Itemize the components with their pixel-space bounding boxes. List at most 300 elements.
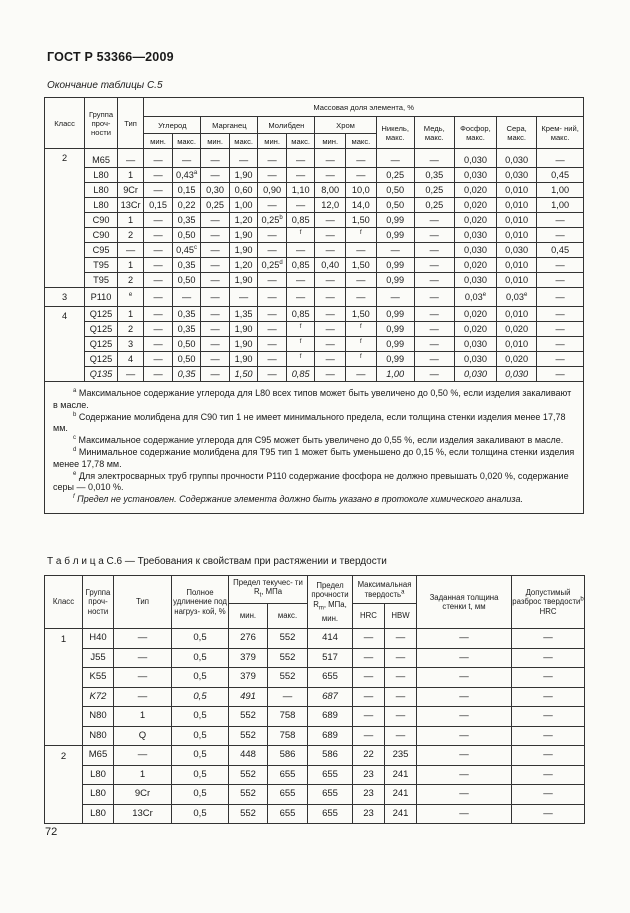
cell-cu: — (414, 273, 454, 288)
cell-mo-min: 0,90 (258, 183, 287, 198)
cell-c-max: 0,35 (172, 307, 201, 322)
cell-cr-max: — (346, 288, 377, 307)
cell-cr-min: — (315, 149, 346, 168)
cell-ni: 1,00 (376, 367, 414, 382)
cell-class: 2 (45, 746, 83, 824)
cell-cr-max: f (346, 228, 377, 243)
cell-c-min: — (144, 149, 173, 168)
cell-typ: — (117, 367, 143, 382)
table-row (45, 273, 584, 288)
cell-ts: 687 (308, 687, 353, 707)
cell-p: 0,020 (454, 213, 496, 228)
cell-spread: — (512, 668, 585, 688)
cell-mn-min: — (201, 288, 230, 307)
cell-mo-min: — (258, 198, 287, 213)
table-row (45, 629, 585, 649)
cell-typ: 1 (117, 258, 143, 273)
cell-mo-max: — (286, 288, 315, 307)
cell-c-min: — (144, 258, 173, 273)
cell-ymin: 552 (229, 765, 268, 785)
cell-mo-min: 0,25$^d$ (258, 258, 287, 273)
cell-typ: 1 (117, 213, 143, 228)
cell-s: 0,010 (497, 337, 537, 352)
cell-p: 0,020 (454, 322, 496, 337)
cell-mn-max: — (229, 149, 258, 168)
cell-hbw: — (385, 668, 417, 688)
cell-el: 0,5 (172, 804, 229, 824)
col-spread: Допустимый разброс твердости$^b$ HRC (512, 576, 585, 629)
cell-class: 4 (45, 307, 85, 382)
cell-typ: — (114, 746, 172, 766)
cell-typ: 1 (114, 707, 172, 727)
cell-c-min: — (144, 168, 173, 183)
cell-ni: 0,99 (376, 337, 414, 352)
cell-mn-max: 1,00 (229, 198, 258, 213)
cell-cu: 0,25 (414, 198, 454, 213)
cell-mn-max: 1,50 (229, 367, 258, 382)
table-c6 (44, 575, 585, 824)
cell-cu: — (414, 149, 454, 168)
cell-cr-max: — (346, 168, 377, 183)
cell-c-min: — (144, 337, 173, 352)
table-row (45, 687, 585, 707)
cell-mn-max: 1,90 (229, 352, 258, 367)
cell-cr-max: f (346, 322, 377, 337)
cell-grp: M65 (85, 149, 118, 168)
cell-class: 1 (45, 629, 83, 746)
cell-mn-min: — (201, 149, 230, 168)
cell-p: 0,030 (454, 243, 496, 258)
cell-typ: — (117, 149, 143, 168)
cell-si: 1,00 (537, 183, 584, 198)
cell-c-max: 0,15 (172, 183, 201, 198)
col-elongation: Полное удлинение под нагруз- кой, % (172, 576, 229, 629)
cell-p: 0,020 (454, 307, 496, 322)
col-tensile: Предел прочности $R_m$, МПа, мин. (308, 576, 353, 629)
footnote: $^b$ Содержание молибдена для С90 тип 1 не имеет минимального предела, если толщина стенки изделия менее 17,78 мм. (53, 411, 566, 434)
col-max: макс. (286, 134, 315, 149)
cell-ymax: 586 (268, 746, 308, 766)
document-code: ГОСТ Р 53366—2009 (47, 50, 174, 64)
cell-typ: 1 (114, 765, 172, 785)
cell-mo-max: 1,10 (286, 183, 315, 198)
cell-cr-min: — (315, 213, 346, 228)
cell-ni: 0,99 (376, 228, 414, 243)
cell-wall: — (417, 707, 512, 727)
cell-p: 0,020 (454, 183, 496, 198)
cell-typ: — (114, 648, 172, 668)
cell-mn-min: — (201, 322, 230, 337)
cell-spread: — (512, 726, 585, 746)
cell-ni: 0,99 (376, 273, 414, 288)
table-row (45, 352, 584, 367)
cell-ts: 689 (308, 707, 353, 727)
cell-cu: 0,35 (414, 168, 454, 183)
cell-s: 0,030 (497, 243, 537, 258)
table-row (45, 258, 584, 273)
cell-cr-max: 10,0 (346, 183, 377, 198)
cell-mo-max: 0,85 (286, 213, 315, 228)
cell-mo-min: — (258, 367, 287, 382)
cell-typ: 1 (117, 307, 143, 322)
cell-cr-max: 1,50 (346, 307, 377, 322)
cell-ymin: 552 (229, 785, 268, 805)
cell-p: 0,020 (454, 198, 496, 213)
cell-mn-max: — (229, 288, 258, 307)
cell-p: 0,030 (454, 352, 496, 367)
cell-ymax: 552 (268, 648, 308, 668)
cell-wall: — (417, 726, 512, 746)
cell-hbw: 241 (385, 785, 417, 805)
footnote: $^d$ Минимальное содержание молибдена для Т95 тип 1 может быть уменьшено до 0,15 %, если толщина стенки изделия менее 17,78 мм. (53, 446, 575, 469)
table-c5 (44, 97, 584, 514)
cell-ts: 586 (308, 746, 353, 766)
cell-si: — (537, 258, 584, 273)
col-copper: Медь, макс. (414, 117, 454, 149)
cell-cr-min: — (315, 352, 346, 367)
cell-mn-min: — (201, 367, 230, 382)
cell-c-max: 0,35 (172, 322, 201, 337)
cell-si: — (537, 288, 584, 307)
cell-c-max: 0,50 (172, 228, 201, 243)
cell-ni: — (376, 149, 414, 168)
cell-wall: — (417, 648, 512, 668)
cell-ymax: 655 (268, 804, 308, 824)
cell-ymin: 491 (229, 687, 268, 707)
col-min: мин. (229, 604, 268, 629)
cell-s: 0,010 (497, 198, 537, 213)
cell-ts: 655 (308, 765, 353, 785)
cell-ts: 689 (308, 726, 353, 746)
cell-c-max: 0,50 (172, 273, 201, 288)
col-type: Тип (114, 576, 172, 629)
cell-cu: — (414, 258, 454, 273)
table-row (45, 243, 584, 258)
cell-class: 3 (45, 288, 85, 307)
col-group: Группа проч- ности (85, 98, 118, 149)
cell-mn-max: 1,90 (229, 273, 258, 288)
cell-grp: T95 (85, 273, 118, 288)
cell-el: 0,5 (172, 687, 229, 707)
table-row (45, 726, 585, 746)
cell-ts: 655 (308, 785, 353, 805)
cell-grp: P110 (85, 288, 118, 307)
cell-ni: 0,99 (376, 322, 414, 337)
cell-mn-max: 1,90 (229, 168, 258, 183)
cell-mn-min: — (201, 337, 230, 352)
cell-grp: Q125 (85, 322, 118, 337)
col-hrc: HRC (353, 604, 385, 629)
col-nickel: Никель, макс. (376, 117, 414, 149)
cell-hbw: — (385, 687, 417, 707)
cell-mo-max: — (286, 243, 315, 258)
cell-si: 0,45 (537, 168, 584, 183)
table-row (45, 149, 584, 168)
cell-typ: 2 (117, 273, 143, 288)
footnote: $^c$ Максимальное содержание углерода для С95 может быть увеличено до 0,55 %, если изделия закаливают в масле. (73, 435, 564, 446)
cell-ymin: 379 (229, 648, 268, 668)
cell-si: — (537, 273, 584, 288)
cell-mo-min: — (258, 352, 287, 367)
cell-si: 1,00 (537, 198, 584, 213)
cell-c-min: — (144, 228, 173, 243)
cell-typ: — (114, 687, 172, 707)
cell-spread: — (512, 785, 585, 805)
cell-ymin: 448 (229, 746, 268, 766)
cell-spread: — (512, 648, 585, 668)
cell-spread: — (512, 629, 585, 649)
cell-ni: 0,99 (376, 352, 414, 367)
col-yield: Предел текучес- ти $R_t$, МПа (229, 576, 308, 604)
cell-mn-min: 0,25 (201, 198, 230, 213)
col-max: макс. (268, 604, 308, 629)
cell-hrc: 23 (353, 765, 385, 785)
cell-mn-min: — (201, 258, 230, 273)
table-row (45, 804, 585, 824)
cell-grp: N80 (83, 726, 114, 746)
cell-cu: — (414, 337, 454, 352)
cell-mo-max: 0,85 (286, 367, 315, 382)
cell-mo-max: — (286, 149, 315, 168)
cell-mo-max: 0,85 (286, 258, 315, 273)
col-class: Класс (45, 98, 85, 149)
footnote: $^f$ Предел не установлен. Содержание элемента должно быть указано в протоколе химического анализа. (73, 494, 524, 505)
cell-mo-max: — (286, 273, 315, 288)
cell-ts: 414 (308, 629, 353, 649)
cell-ts: 655 (308, 668, 353, 688)
cell-c-max: 0,22 (172, 198, 201, 213)
col-max: макс. (346, 134, 377, 149)
cell-c-min: — (144, 352, 173, 367)
table-row (45, 183, 584, 198)
cell-ni: — (376, 288, 414, 307)
cell-mn-min: — (201, 228, 230, 243)
cell-hrc: 23 (353, 804, 385, 824)
cell-wall: — (417, 629, 512, 649)
page-number: 72 (45, 826, 58, 838)
cell-cr-min: — (315, 307, 346, 322)
cell-typ: — (114, 629, 172, 649)
table-row (45, 785, 585, 805)
cell-cr-min: — (315, 168, 346, 183)
cell-ni: 0,50 (376, 183, 414, 198)
cell-p: 0,020 (454, 258, 496, 273)
col-max: макс. (172, 134, 201, 149)
cell-p: 0,030 (454, 273, 496, 288)
cell-mn-max: 1,35 (229, 307, 258, 322)
cell-s: 0,010 (497, 213, 537, 228)
cell-typ: 13Cr (117, 198, 143, 213)
table-c5-notes (45, 382, 584, 514)
cell-mn-min: — (201, 273, 230, 288)
col-phosphorus: Фосфор, макс. (454, 117, 496, 149)
cell-wall: — (417, 668, 512, 688)
cell-hbw: — (385, 648, 417, 668)
col-type: Тип (117, 98, 143, 149)
cell-ymin: 379 (229, 668, 268, 688)
cell-cu: — (414, 213, 454, 228)
cell-cr-max: 1,50 (346, 258, 377, 273)
cell-s: 0,010 (497, 258, 537, 273)
cell-c-min: 0,15 (144, 198, 173, 213)
col-hardness: Максимальная твердость$^a$ (353, 576, 417, 604)
cell-mo-max: f (286, 228, 315, 243)
cell-mn-max: 1,20 (229, 258, 258, 273)
cell-s: 0,010 (497, 307, 537, 322)
cell-hrc: — (353, 668, 385, 688)
cell-mo-max: f (286, 352, 315, 367)
cell-c-max: 0,35 (172, 213, 201, 228)
cell-ymax: 655 (268, 785, 308, 805)
cell-mn-min: 0,30 (201, 183, 230, 198)
cell-p: 0,030 (454, 168, 496, 183)
cell-s: 0,030 (497, 168, 537, 183)
cell-wall: — (417, 765, 512, 785)
cell-c-min: — (144, 322, 173, 337)
cell-mo-max: — (286, 198, 315, 213)
cell-grp: K72 (83, 687, 114, 707)
cell-cu: — (414, 228, 454, 243)
cell-s: 0,030 (497, 149, 537, 168)
cell-s: 0,030 (497, 367, 537, 382)
cell-mo-min: — (258, 273, 287, 288)
table-row (45, 337, 584, 352)
cell-cu: — (414, 243, 454, 258)
cell-p: 0,030 (454, 149, 496, 168)
cell-si: — (537, 337, 584, 352)
cell-wall: — (417, 804, 512, 824)
col-molybdenum: Молибден (258, 117, 315, 134)
cell-c-max: — (172, 149, 201, 168)
cell-ymax: 758 (268, 707, 308, 727)
cell-mn-max: 1,20 (229, 213, 258, 228)
cell-cr-max: — (346, 367, 377, 382)
cell-mn-min: — (201, 352, 230, 367)
cell-s: 0,03e (497, 288, 537, 307)
col-chromium: Хром (315, 117, 376, 134)
col-min: мин. (315, 134, 346, 149)
cell-wall: — (417, 746, 512, 766)
cell-mn-min: — (201, 213, 230, 228)
cell-cr-max: 1,50 (346, 213, 377, 228)
table-row (45, 765, 585, 785)
cell-mo-min: — (258, 243, 287, 258)
cell-typ: Q (114, 726, 172, 746)
cell-cu: — (414, 307, 454, 322)
cell-hbw: — (385, 726, 417, 746)
cell-typ: 13Cr (114, 804, 172, 824)
cell-mo-min: — (258, 168, 287, 183)
cell-ymax: — (268, 687, 308, 707)
cell-c-max: 0,43$^a$ (172, 168, 201, 183)
cell-el: 0,5 (172, 746, 229, 766)
cell-cr-min: 12,0 (315, 198, 346, 213)
cell-ni: 0,25 (376, 168, 414, 183)
cell-ts: 517 (308, 648, 353, 668)
cell-grp: L80 (85, 198, 118, 213)
cell-grp: L80 (85, 168, 118, 183)
cell-c-max: 0,45$^c$ (172, 243, 201, 258)
cell-el: 0,5 (172, 785, 229, 805)
cell-c-max: 0,35 (172, 258, 201, 273)
cell-c-max: 0,50 (172, 337, 201, 352)
cell-grp: C90 (85, 213, 118, 228)
cell-spread: — (512, 707, 585, 727)
cell-grp: L80 (85, 183, 118, 198)
cell-cr-max: — (346, 243, 377, 258)
cell-hrc: — (353, 629, 385, 649)
cell-grp: M65 (83, 746, 114, 766)
table-row (45, 228, 584, 243)
cell-s: 0,010 (497, 183, 537, 198)
cell-ymin: 552 (229, 804, 268, 824)
cell-spread: — (512, 746, 585, 766)
cell-cu: — (414, 288, 454, 307)
cell-si: 0,45 (537, 243, 584, 258)
cell-si: — (537, 149, 584, 168)
cell-grp: T95 (85, 258, 118, 273)
cell-si: — (537, 367, 584, 382)
cell-grp: K55 (83, 668, 114, 688)
cell-c-min: — (144, 367, 173, 382)
cell-typ: e (117, 288, 143, 307)
cell-c-min: — (144, 183, 173, 198)
cell-p: 0,030 (454, 367, 496, 382)
cell-ymin: 552 (229, 726, 268, 746)
cell-typ: 1 (117, 168, 143, 183)
col-max: макс. (229, 134, 258, 149)
cell-mo-min: 0,25$^b$ (258, 213, 287, 228)
cell-grp: J55 (83, 648, 114, 668)
cell-cr-max: f (346, 337, 377, 352)
table-row (45, 198, 584, 213)
cell-ymin: 276 (229, 629, 268, 649)
footnote: $^a$ Максимальное содержание углерода для L80 всех типов может быть увеличено до 0,50 %, если изделия закаливают в масле. (53, 388, 572, 410)
col-manganese: Марганец (201, 117, 258, 134)
cell-hrc: — (353, 648, 385, 668)
cell-ymin: 552 (229, 707, 268, 727)
cell-c-max: 0,50 (172, 352, 201, 367)
cell-cr-max: f (346, 352, 377, 367)
cell-grp: Q125 (85, 337, 118, 352)
cell-si: — (537, 352, 584, 367)
cell-el: 0,5 (172, 648, 229, 668)
table-c6-caption: Т а б л и ц а С.6 — Требования к свойствам при растяжении и твердости (47, 556, 387, 567)
cell-mn-min: — (201, 168, 230, 183)
cell-si: — (537, 213, 584, 228)
col-sulfur: Сера, макс. (497, 117, 537, 149)
table-c5-caption: Окончание таблицы С.5 (47, 80, 163, 91)
cell-cr-min: 0,40 (315, 258, 346, 273)
cell-si: — (537, 228, 584, 243)
cell-el: 0,5 (172, 668, 229, 688)
cell-c-min: — (144, 307, 173, 322)
table-row (45, 668, 585, 688)
cell-cu: — (414, 367, 454, 382)
cell-hbw: 241 (385, 765, 417, 785)
cell-cr-max: — (346, 149, 377, 168)
cell-p: 0,030 (454, 228, 496, 243)
cell-si: — (537, 307, 584, 322)
cell-si: — (537, 322, 584, 337)
cell-grp: C90 (85, 228, 118, 243)
cell-ni: 0,99 (376, 307, 414, 322)
cell-mn-max: 1,90 (229, 322, 258, 337)
cell-cr-max: — (346, 273, 377, 288)
table-row (45, 707, 585, 727)
cell-typ: 3 (117, 337, 143, 352)
cell-mo-max: — (286, 168, 315, 183)
